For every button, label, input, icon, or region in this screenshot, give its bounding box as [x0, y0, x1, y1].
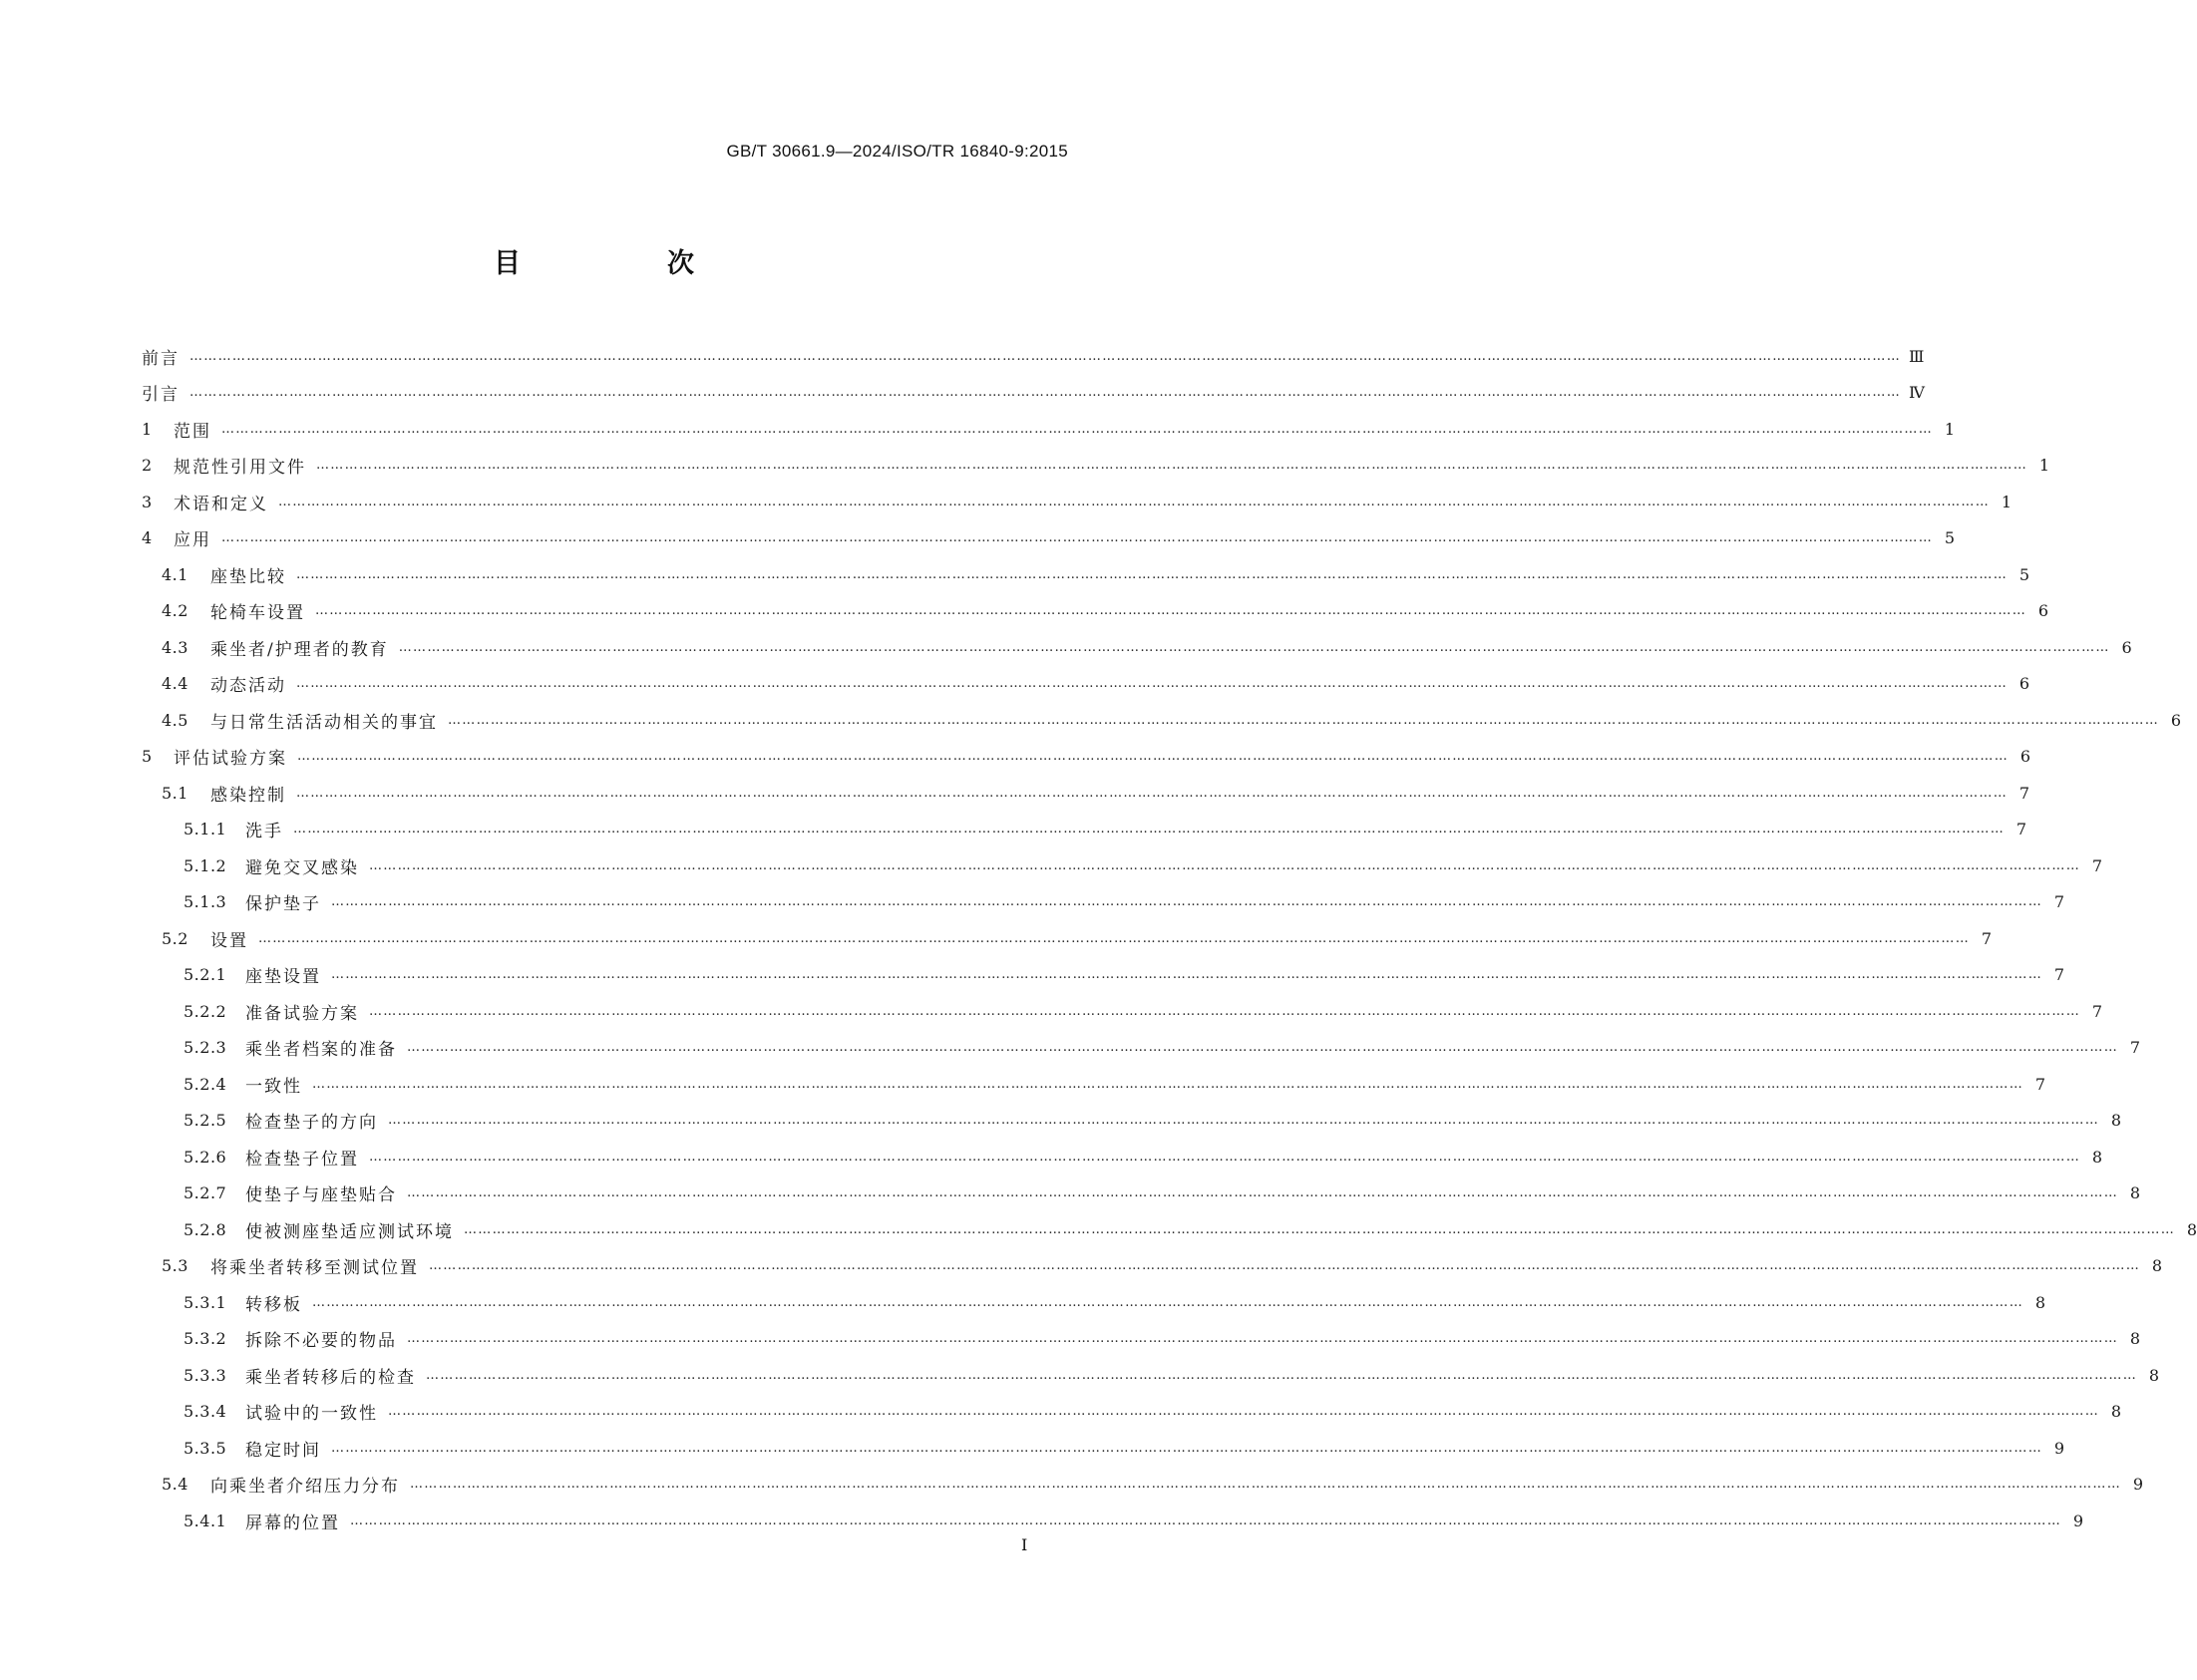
toc-entry-title: 使被测座垫适应测试环境	[245, 1221, 454, 1242]
toc-entry-number: 5.2.3	[183, 1038, 227, 1058]
toc-entry[interactable]	[142, 702, 2181, 739]
toc-entry-number: 5.2.4	[183, 1074, 227, 1094]
toc-entry-page: 7	[2091, 855, 2102, 875]
dot-leader: ………………………………………………………………………………………………………………………………………………………………………………………………………………………………………………………………………………………………………………………………	[316, 458, 2027, 474]
toc-entry[interactable]	[142, 556, 2029, 593]
dot-leader: ………………………………………………………………………………………………………………………………………………………………………………………………………………………………………………………………………………………………………………………………	[189, 385, 1901, 401]
toc-entry-title: 避免交叉感染	[245, 857, 359, 878]
toc-entry-number: 4.5	[162, 710, 188, 730]
dot-leader: ………………………………………………………………………………………………………………………………………………………………………………………………………………………………………………………………………………………………………………………………	[315, 603, 2026, 619]
toc-entry-number: 5.1.2	[183, 855, 227, 875]
toc-entry-title: 转移板	[245, 1294, 302, 1315]
toc-entry-title: 稳定时间	[245, 1440, 321, 1461]
dot-leader: ………………………………………………………………………………………………………………………………………………………………………………………………………………………………………………………………………………………………………………………………	[221, 530, 1933, 546]
toc-entry-page: Ⅳ	[1909, 383, 1925, 403]
toc-entry-title: 轮椅车设置	[210, 603, 305, 624]
toc-entry[interactable]	[142, 1139, 2102, 1176]
dot-leader: ………………………………………………………………………………………………………………………………………………………………………………………………………………………………………………………………………………………………………………………………	[278, 494, 1990, 509]
toc-entry-page: 8	[2129, 1183, 2140, 1203]
toc-entry-title: 乘坐者档案的准备	[245, 1040, 397, 1061]
toc-entry-number: 5.2.8	[183, 1219, 227, 1239]
toc-entry-title: 乘坐者转移后的检查	[245, 1367, 416, 1388]
toc-entry-number: 5.3.2	[183, 1329, 227, 1349]
dot-leader: ………………………………………………………………………………………………………………………………………………………………………………………………………………………………………………………………………………………………………………………………	[369, 1003, 2080, 1019]
toc-entry[interactable]	[142, 1503, 2083, 1539]
toc-entry[interactable]	[142, 629, 2132, 666]
dot-leader: ………………………………………………………………………………………………………………………………………………………………………………………………………………………………………………………………………………………………………………………………	[297, 749, 2009, 765]
toc-entry-page: 7	[1981, 928, 1992, 948]
toc-entry-number: 4.1	[162, 564, 188, 584]
toc-entry-title: 一致性	[245, 1076, 302, 1097]
dot-leader: ………………………………………………………………………………………………………………………………………………………………………………………………………………………………………………………………………………………………………………………………	[448, 712, 2159, 728]
toc-entry-page: 7	[2053, 965, 2064, 985]
toc-entry-number: 5.2	[162, 928, 188, 948]
toc-entry-page: 5	[1944, 528, 1955, 548]
toc-entry-number: 5.4	[162, 1475, 188, 1495]
dot-leader: ………………………………………………………………………………………………………………………………………………………………………………………………………………………………………………………………………………………………………………………………	[410, 1477, 2121, 1493]
toc-entry[interactable]	[142, 448, 2049, 485]
toc-entry[interactable]	[142, 1211, 2197, 1248]
dot-leader: ………………………………………………………………………………………………………………………………………………………………………………………………………………………………………………………………………………………………………………………………	[258, 930, 1970, 946]
toc-entry-number: 5.3.1	[183, 1292, 227, 1312]
dot-leader: ………………………………………………………………………………………………………………………………………………………………………………………………………………………………………………………………………………………………………………………………	[296, 566, 2008, 582]
dot-leader: ………………………………………………………………………………………………………………………………………………………………………………………………………………………………………………………………………………………………………………………………	[388, 1113, 2099, 1129]
toc-entry-page: 1	[2038, 456, 2049, 476]
dot-leader: ………………………………………………………………………………………………………………………………………………………………………………………………………………………………………………………………………………………………………………………………	[331, 1440, 2042, 1456]
dot-leader: ………………………………………………………………………………………………………………………………………………………………………………………………………………………………………………………………………………………………………………………………	[350, 1512, 2061, 1528]
toc-entry-number: 5.2.7	[183, 1183, 227, 1203]
toc-entry-title: 感染控制	[210, 785, 286, 806]
toc-entry-title: 设置	[210, 930, 248, 951]
toc-entry[interactable]	[142, 1248, 2162, 1285]
toc-entry[interactable]	[142, 1321, 2140, 1358]
toc-entry-title: 将乘坐者转移至测试位置	[210, 1258, 419, 1279]
dot-leader: ………………………………………………………………………………………………………………………………………………………………………………………………………………………………………………………………………………………………………………………………	[464, 1221, 2175, 1237]
dot-leader: ………………………………………………………………………………………………………………………………………………………………………………………………………………………………………………………………………………………………………………………………	[296, 676, 2008, 692]
dot-leader: ………………………………………………………………………………………………………………………………………………………………………………………………………………………………………………………………………………………………………………………………	[293, 822, 2005, 838]
toc-entry-title: 与日常生活活动相关的事宜	[210, 712, 438, 733]
toc-entry[interactable]	[142, 1357, 2159, 1394]
toc-entry-number: 5.2.1	[183, 965, 227, 985]
toc-entry-number: 5.3.5	[183, 1438, 227, 1458]
toc-entry-title: 保护垫子	[245, 894, 321, 915]
toc-entry-title: 准备试验方案	[245, 1003, 359, 1024]
dot-leader: ………………………………………………………………………………………………………………………………………………………………………………………………………………………………………………………………………………………………………………………………	[407, 1185, 2118, 1201]
toc-entry-page: 8	[2186, 1219, 2197, 1239]
toc-entry-page: 9	[2053, 1438, 2064, 1458]
dot-leader: ………………………………………………………………………………………………………………………………………………………………………………………………………………………………………………………………………………………………………………………………	[312, 1294, 2023, 1310]
toc-entry-page: 9	[2072, 1511, 2083, 1530]
dot-leader: ………………………………………………………………………………………………………………………………………………………………………………………………………………………………………………………………………………………………………………………………	[296, 785, 2008, 801]
toc-entry[interactable]	[142, 993, 2102, 1030]
toc-entry[interactable]	[142, 1030, 2140, 1067]
toc-entry-number: 2	[142, 456, 153, 476]
dot-leader: ………………………………………………………………………………………………………………………………………………………………………………………………………………………………………………………………………………………………………………………………	[388, 1404, 2099, 1420]
toc-entry[interactable]	[142, 338, 1925, 375]
toc-entry-title: 范围	[174, 421, 211, 442]
toc-entry-page: 8	[2129, 1329, 2140, 1349]
toc-entry[interactable]	[142, 847, 2102, 884]
toc-entry-number: 4.2	[162, 601, 188, 621]
dot-leader: ………………………………………………………………………………………………………………………………………………………………………………………………………………………………………………………………………………………………………………………………	[398, 639, 2110, 655]
toc-entry-number: 5.2.6	[183, 1147, 227, 1167]
toc-entry-title: 检查垫子的方向	[245, 1113, 378, 1134]
dot-leader: ………………………………………………………………………………………………………………………………………………………………………………………………………………………………………………………………………………………………………………………………	[407, 1040, 2118, 1056]
toc-entry[interactable]	[142, 666, 2029, 703]
toc-entry-title: 评估试验方案	[174, 749, 287, 770]
toc-entry[interactable]	[142, 1467, 2143, 1504]
toc-entry-page: 1	[2001, 492, 2012, 511]
toc-entry-number: 5	[142, 747, 153, 767]
toc-entry-page: 7	[2091, 1001, 2102, 1021]
toc-entry-title: 乘坐者/护理者的教育	[210, 639, 389, 660]
dot-leader: ………………………………………………………………………………………………………………………………………………………………………………………………………………………………………………………………………………………………………………………………	[331, 894, 2042, 910]
toc-entry-page: 8	[2151, 1256, 2162, 1276]
toc-entry-page: 7	[2018, 783, 2029, 803]
toc-entry-number: 5.4.1	[183, 1511, 227, 1530]
toc-entry-page: 7	[2053, 892, 2064, 912]
toc-entry-page: 8	[2148, 1365, 2159, 1385]
dot-leader: ………………………………………………………………………………………………………………………………………………………………………………………………………………………………………………………………………………………………………………………………	[369, 857, 2080, 873]
toc-entry-page: 9	[2132, 1475, 2143, 1495]
toc-entry-page: 6	[2037, 601, 2048, 621]
toc-entry-number: 5.1.3	[183, 892, 227, 912]
toc-entry-number: 5.1	[162, 783, 188, 803]
toc-entry-page: 8	[2091, 1147, 2102, 1167]
toc-entry-title: 使垫子与座垫贴合	[245, 1185, 397, 1206]
toc-entry-title: 动态活动	[210, 676, 286, 697]
toc-entry-title: 拆除不必要的物品	[245, 1331, 397, 1352]
toc-entry-title: 引言	[142, 385, 180, 406]
toc-entry-number: 5.1.1	[183, 820, 227, 840]
toc-entry[interactable]	[142, 1103, 2121, 1140]
page-title: 目 次	[494, 248, 754, 279]
toc-entry-page: 6	[2170, 710, 2181, 730]
page-number: Ⅰ	[1021, 1535, 1028, 1554]
toc-entry-title: 应用	[174, 530, 211, 551]
toc-entry[interactable]	[142, 1430, 2064, 1467]
dot-leader: ………………………………………………………………………………………………………………………………………………………………………………………………………………………………………………………………………………………………………………………………	[426, 1367, 2137, 1383]
toc-entry-title: 术语和定义	[174, 494, 268, 514]
dot-leader: ………………………………………………………………………………………………………………………………………………………………………………………………………………………………………………………………………………………………………………………………	[312, 1076, 2023, 1092]
toc-entry-page: 6	[2019, 747, 2030, 767]
dot-leader: ………………………………………………………………………………………………………………………………………………………………………………………………………………………………………………………………………………………………………………………………	[331, 967, 2042, 983]
toc-entry[interactable]	[142, 520, 1955, 557]
toc-entry-number: 4	[142, 528, 153, 548]
toc-entry[interactable]	[142, 812, 2026, 848]
toc-entry-page: 7	[2015, 820, 2026, 840]
toc-entry[interactable]	[142, 957, 2064, 994]
toc-entry[interactable]	[142, 775, 2029, 812]
toc-entry[interactable]	[142, 1394, 2121, 1431]
dot-leader: ………………………………………………………………………………………………………………………………………………………………………………………………………………………………………………………………………………………………………………………………	[221, 421, 1933, 437]
toc-entry[interactable]	[142, 1176, 2140, 1212]
toc-entry-page: 7	[2129, 1038, 2140, 1058]
toc-entry-number: 4.3	[162, 637, 188, 657]
toc-entry-title: 检查垫子位置	[245, 1149, 359, 1170]
dot-leader: ………………………………………………………………………………………………………………………………………………………………………………………………………………………………………………………………………………………………………………………………	[429, 1258, 2140, 1274]
toc-entry-title: 试验中的一致性	[245, 1404, 378, 1425]
toc-entry-number: 5.2.5	[183, 1111, 227, 1131]
toc-entry-title: 座垫比较	[210, 566, 286, 587]
toc-entry[interactable]	[142, 411, 1955, 448]
toc-entry-page: 8	[2110, 1111, 2121, 1131]
toc-entry-title: 座垫设置	[245, 967, 321, 988]
toc-entry[interactable]	[142, 1066, 2045, 1103]
standard-number-header: GB/T 30661.9—2024/ISO/TR 16840-9:2015	[726, 142, 1068, 161]
dot-leader: ………………………………………………………………………………………………………………………………………………………………………………………………………………………………………………………………………………………………………………………………	[407, 1331, 2118, 1347]
toc-entry-page: 8	[2034, 1292, 2045, 1312]
toc-entry-title: 前言	[142, 348, 180, 369]
toc-entry-page: 1	[1944, 419, 1955, 439]
toc-entry-page: 8	[2110, 1402, 2121, 1422]
toc-entry-number: 5.2.2	[183, 1001, 227, 1021]
toc-entry[interactable]	[142, 739, 2030, 776]
toc-entry-page: 6	[2018, 674, 2029, 694]
toc-entry-title: 规范性引用文件	[174, 458, 306, 479]
toc-entry-number: 5.3	[162, 1256, 188, 1276]
toc-entry[interactable]	[142, 484, 2012, 520]
toc-entry-number: 5.3.3	[183, 1365, 227, 1385]
toc-entry-number: 1	[142, 419, 153, 439]
toc-entry-title: 屏幕的位置	[245, 1512, 340, 1533]
toc-entry-page: 5	[2018, 564, 2029, 584]
dot-leader: ………………………………………………………………………………………………………………………………………………………………………………………………………………………………………………………………………………………………………………………………	[369, 1149, 2080, 1165]
toc-entry-title: 向乘坐者介绍压力分布	[210, 1477, 400, 1498]
toc-entry[interactable]	[142, 920, 1992, 957]
toc-entry-page: Ⅲ	[1909, 346, 1925, 366]
toc-entry-number: 3	[142, 492, 153, 511]
toc-entry[interactable]	[142, 375, 1925, 412]
toc-entry[interactable]	[142, 593, 2048, 630]
toc-entry[interactable]	[142, 884, 2064, 921]
toc-entry-page: 7	[2034, 1074, 2045, 1094]
dot-leader: ………………………………………………………………………………………………………………………………………………………………………………………………………………………………………………………………………………………………………………………………	[189, 348, 1901, 364]
toc-entry[interactable]	[142, 1284, 2045, 1321]
toc-entry-number: 4.4	[162, 674, 188, 694]
table-of-contents	[142, 338, 2197, 1539]
toc-entry-number: 5.3.4	[183, 1402, 227, 1422]
toc-entry-title: 洗手	[245, 822, 283, 842]
toc-entry-page: 6	[2121, 637, 2132, 657]
